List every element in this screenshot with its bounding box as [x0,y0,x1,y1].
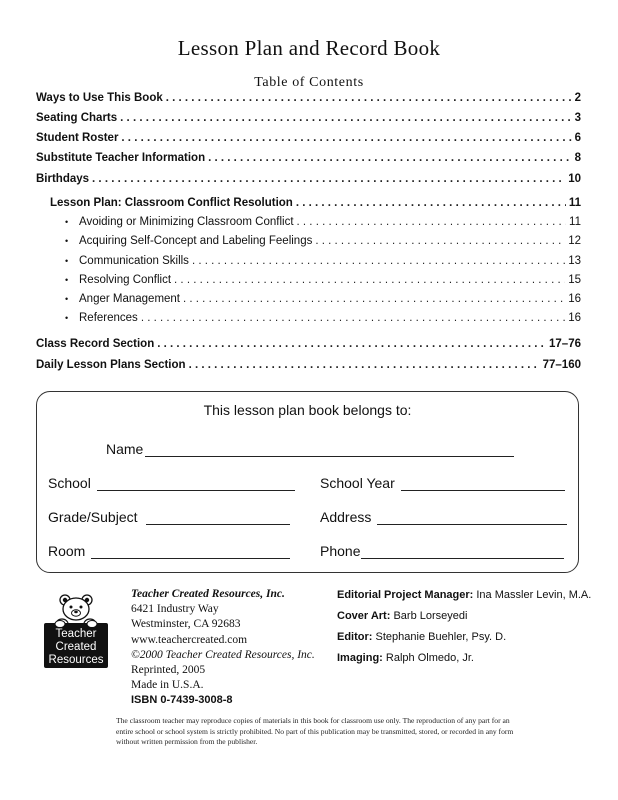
copyright: ©2000 Teacher Created Resources, Inc. [131,648,315,661]
room-label: Room [48,543,86,559]
school-year-line[interactable] [401,476,565,491]
toc-label: Avoiding or Minimizing Classroom Conflict [79,216,294,228]
publisher-name: Teacher Created Resources, Inc. [131,588,285,600]
address-field[interactable] [320,509,567,525]
toc-row-seating[interactable] [36,112,581,124]
logo-line1: Teacher [55,628,97,640]
toc-row-ways[interactable] [36,92,581,104]
name-field[interactable] [106,441,514,457]
bullet-icon: • [65,217,69,227]
credit-person: Stephanie Buehler, Psy. D. [375,631,507,643]
form-heading: This lesson plan book belongs to: [203,402,412,418]
toc-row-avoiding[interactable] [65,216,581,228]
toc-page: 11 [569,216,581,228]
isbn: ISBN 0-7439-3008-8 [131,694,233,707]
toc-page: 13 [568,255,581,267]
room-field[interactable] [48,543,290,559]
toc-label: Class Record Section [36,338,155,350]
toc-page: 16 [568,293,581,305]
publisher-web[interactable]: www.teachercreated.com [131,633,248,646]
toc-label: Anger Management [79,293,181,305]
school-line[interactable] [97,476,295,491]
school-label: School [48,475,91,491]
toc-page: 2 [574,92,581,104]
toc-label: Substitute Teacher Information [36,152,206,164]
grade-subject-field[interactable] [48,509,290,525]
toc-row-daily-plans[interactable] [36,359,581,371]
toc-heading: Table of Contents [254,75,364,90]
toc-page: 15 [568,274,581,286]
dot-leader [174,274,565,286]
toc-page: 8 [574,152,581,164]
toc-page: 3 [574,112,581,124]
toc-row-lesson-plan[interactable] [50,197,581,209]
grade-subject-line[interactable] [146,510,290,525]
bullet-icon: • [65,256,69,266]
logo-line2: Created [55,641,97,653]
toc-page: 12 [568,235,581,247]
toc-page: 6 [574,132,581,144]
dot-leader [166,92,572,104]
bullet-icon: • [65,275,69,285]
toc-label: Lesson Plan: Classroom Conflict Resolution [50,197,293,209]
credit-role: Cover Art: [337,610,391,622]
dot-leader [315,235,565,247]
toc-page: 16 [568,312,581,324]
credit-person: Barb Lorseyedi [393,610,468,622]
page-title: Lesson Plan and Record Book [177,36,441,60]
publisher-street: 6421 Industry Way [131,603,219,616]
teddy-bear-icon [40,593,112,669]
toc-page: 17–76 [549,338,581,350]
copyright-notice: The classroom teacher may reproduce copies of materials in this book for classroom use only. The reproduction of any part for an entire school or school system is strictly prohibited. No part of this publication may be transmitted, stored, or recorded in any form without written permission from the publisher. [116,716,514,746]
toc-label: References [79,312,138,324]
toc-row-roster[interactable] [36,132,581,144]
phone-field[interactable] [320,543,564,559]
name-line[interactable] [145,442,514,457]
publisher-city: Westminster, CA 92683 [131,618,241,631]
toc-row-birthdays[interactable] [36,173,581,185]
toc-page: 10 [568,173,581,185]
bullet-icon: • [65,236,69,246]
dot-leader [121,132,571,144]
logo-line3: Resources [48,654,104,666]
credits [337,585,591,669]
grade-subject-label: Grade/Subject [48,509,138,525]
dot-leader [120,112,571,124]
dot-leader [183,293,565,305]
toc-row-self-concept[interactable] [65,235,581,247]
dot-leader [92,173,565,185]
room-line[interactable] [91,544,290,559]
school-year-field[interactable] [320,475,565,491]
credit-row [337,627,591,648]
dot-leader [192,255,565,267]
toc-label: Birthdays [36,173,90,185]
phone-label: Phone [320,543,361,559]
dot-leader [208,152,571,164]
credit-role: Imaging: [337,652,383,664]
dot-leader [157,338,546,350]
made-in: Made in U.S.A. [131,679,204,692]
dot-leader [296,197,566,209]
toc-label: Ways to Use This Book [36,92,163,104]
credit-row [337,606,591,627]
toc-page: 11 [568,197,581,209]
phone-line[interactable] [361,544,564,559]
toc-label: Resolving Conflict [79,274,172,286]
toc-label: Acquiring Self-Concept and Labeling Feelings [79,235,313,247]
toc-label: Student Roster [36,132,119,144]
toc-page: 77–160 [542,359,581,371]
address-label: Address [320,509,372,525]
credit-role: Editorial Project Manager: [337,589,474,601]
reprinted: Reprinted, 2005 [131,664,206,677]
toc-row-resolving[interactable] [65,274,581,286]
toc-label: Communication Skills [79,255,189,267]
credit-row [337,648,591,669]
credit-person: Ralph Olmedo, Jr. [385,652,474,664]
toc-row-references[interactable] [65,312,581,324]
school-year-label: School Year [320,475,395,491]
toc-row-substitute[interactable] [36,152,581,164]
credit-row [337,585,591,606]
toc-row-communication[interactable] [65,255,581,267]
credit-role: Editor: [337,631,373,643]
toc-label: Daily Lesson Plans Section [36,359,186,371]
publisher-logo [40,593,112,669]
dot-leader [297,216,567,228]
toc-row-class-record[interactable] [36,338,581,350]
address-line[interactable] [377,510,567,525]
credit-person: Ina Massler Levin, M.A. [476,589,592,601]
toc-row-anger[interactable] [65,293,581,305]
bullet-icon: • [65,294,69,304]
publisher-info [131,587,315,709]
school-field[interactable] [48,475,295,491]
dot-leader [189,359,540,371]
name-label: Name [106,441,144,457]
dot-leader [141,312,565,324]
toc-label: Seating Charts [36,112,118,124]
bullet-icon: • [65,313,69,323]
